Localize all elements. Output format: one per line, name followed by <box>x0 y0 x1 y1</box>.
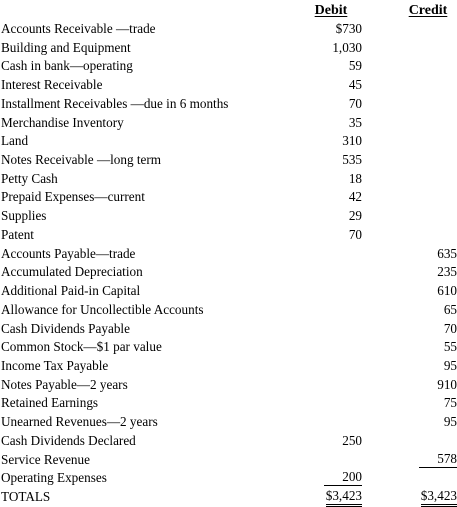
account-row <box>0 151 457 170</box>
debit-amount: 70 <box>348 95 362 111</box>
account-row <box>0 57 457 76</box>
account-name: Supplies <box>1 208 47 224</box>
account-name: Interest Receivable <box>1 77 103 93</box>
debit-amount: 535 <box>342 152 362 168</box>
debit-amount: 45 <box>348 77 362 93</box>
account-name: Retained Earnings <box>1 395 99 411</box>
account-row <box>0 376 457 395</box>
account-name: Building and Equipment <box>1 39 131 55</box>
debit-amount: 59 <box>348 58 362 74</box>
account-name: Cash in bank—operating <box>1 58 133 74</box>
debit-amount: 18 <box>348 170 362 186</box>
account-row <box>0 432 457 451</box>
account-row <box>0 226 457 245</box>
account-row <box>0 114 457 133</box>
account-name: Prepaid Expenses—current <box>1 189 145 205</box>
account-row <box>0 338 457 357</box>
account-name: Common Stock—$1 par value <box>1 339 162 355</box>
credit-amount: $3,423 <box>421 488 457 507</box>
totals-row <box>0 488 457 507</box>
debit-amount: 310 <box>342 133 362 149</box>
credit-amount: 70 <box>443 320 457 336</box>
account-name: Land <box>1 133 29 149</box>
account-row <box>0 76 457 95</box>
account-row <box>0 469 457 488</box>
account-row <box>0 245 457 264</box>
credit-amount: 578 <box>419 451 457 468</box>
account-name: Merchandise Inventory <box>1 114 124 130</box>
debit-amount: 1,030 <box>332 39 362 55</box>
credit-amount: 55 <box>443 339 457 355</box>
account-row <box>0 320 457 339</box>
account-name: Cash Dividends Declared <box>1 432 136 448</box>
credit-column-header: Credit <box>408 3 448 18</box>
debit-amount: 42 <box>348 189 362 205</box>
account-name: Operating Expenses <box>1 470 107 486</box>
account-row <box>0 394 457 413</box>
account-row <box>0 188 457 207</box>
account-row <box>0 263 457 282</box>
debit-amount: 35 <box>348 114 362 130</box>
account-row <box>0 132 457 151</box>
account-row <box>0 39 457 58</box>
account-name: Accounts Payable—trade <box>1 245 136 261</box>
account-row <box>0 282 457 301</box>
account-row <box>0 451 457 470</box>
account-name: Additional Paid-in Capital <box>1 283 141 299</box>
credit-amount: 95 <box>443 414 457 430</box>
account-row <box>0 20 457 39</box>
credit-amount: 65 <box>443 301 457 317</box>
account-row <box>0 207 457 226</box>
account-name: Income Tax Payable <box>1 357 109 373</box>
account-name: Service Revenue <box>1 451 90 467</box>
debit-amount: 70 <box>348 226 362 242</box>
credit-amount: 75 <box>443 395 457 411</box>
account-name: Unearned Revenues—2 years <box>1 414 158 430</box>
account-row <box>0 357 457 376</box>
account-row <box>0 170 457 189</box>
account-row <box>0 301 457 320</box>
credit-amount: 910 <box>437 376 457 392</box>
debit-amount: 200 <box>324 469 362 486</box>
account-name: Petty Cash <box>1 170 58 186</box>
account-rows <box>0 20 457 507</box>
debit-amount: 250 <box>342 432 362 448</box>
account-name: Allowance for Uncollectible Accounts <box>1 301 204 317</box>
account-name: Patent <box>1 226 34 242</box>
account-row <box>0 413 457 432</box>
account-row <box>0 95 457 114</box>
account-name: Accounts Receivable —trade <box>1 21 156 36</box>
account-name: Installment Receivables —due in 6 months <box>1 95 229 111</box>
debit-column-header: Debit <box>314 3 348 18</box>
debit-amount: 29 <box>348 208 362 224</box>
credit-amount: 610 <box>437 283 457 299</box>
account-name: Notes Receivable —long term <box>1 152 162 168</box>
account-name: Accumulated Depreciation <box>1 264 143 280</box>
credit-amount: 95 <box>443 357 457 373</box>
account-name: Notes Payable—2 years <box>1 376 128 392</box>
account-name: Cash Dividends Payable <box>1 320 130 336</box>
credit-amount: 635 <box>437 245 457 261</box>
account-name: TOTALS <box>1 488 51 504</box>
debit-amount: $730 <box>335 21 362 36</box>
debit-amount: $3,423 <box>326 488 362 507</box>
credit-amount: 235 <box>437 264 457 280</box>
